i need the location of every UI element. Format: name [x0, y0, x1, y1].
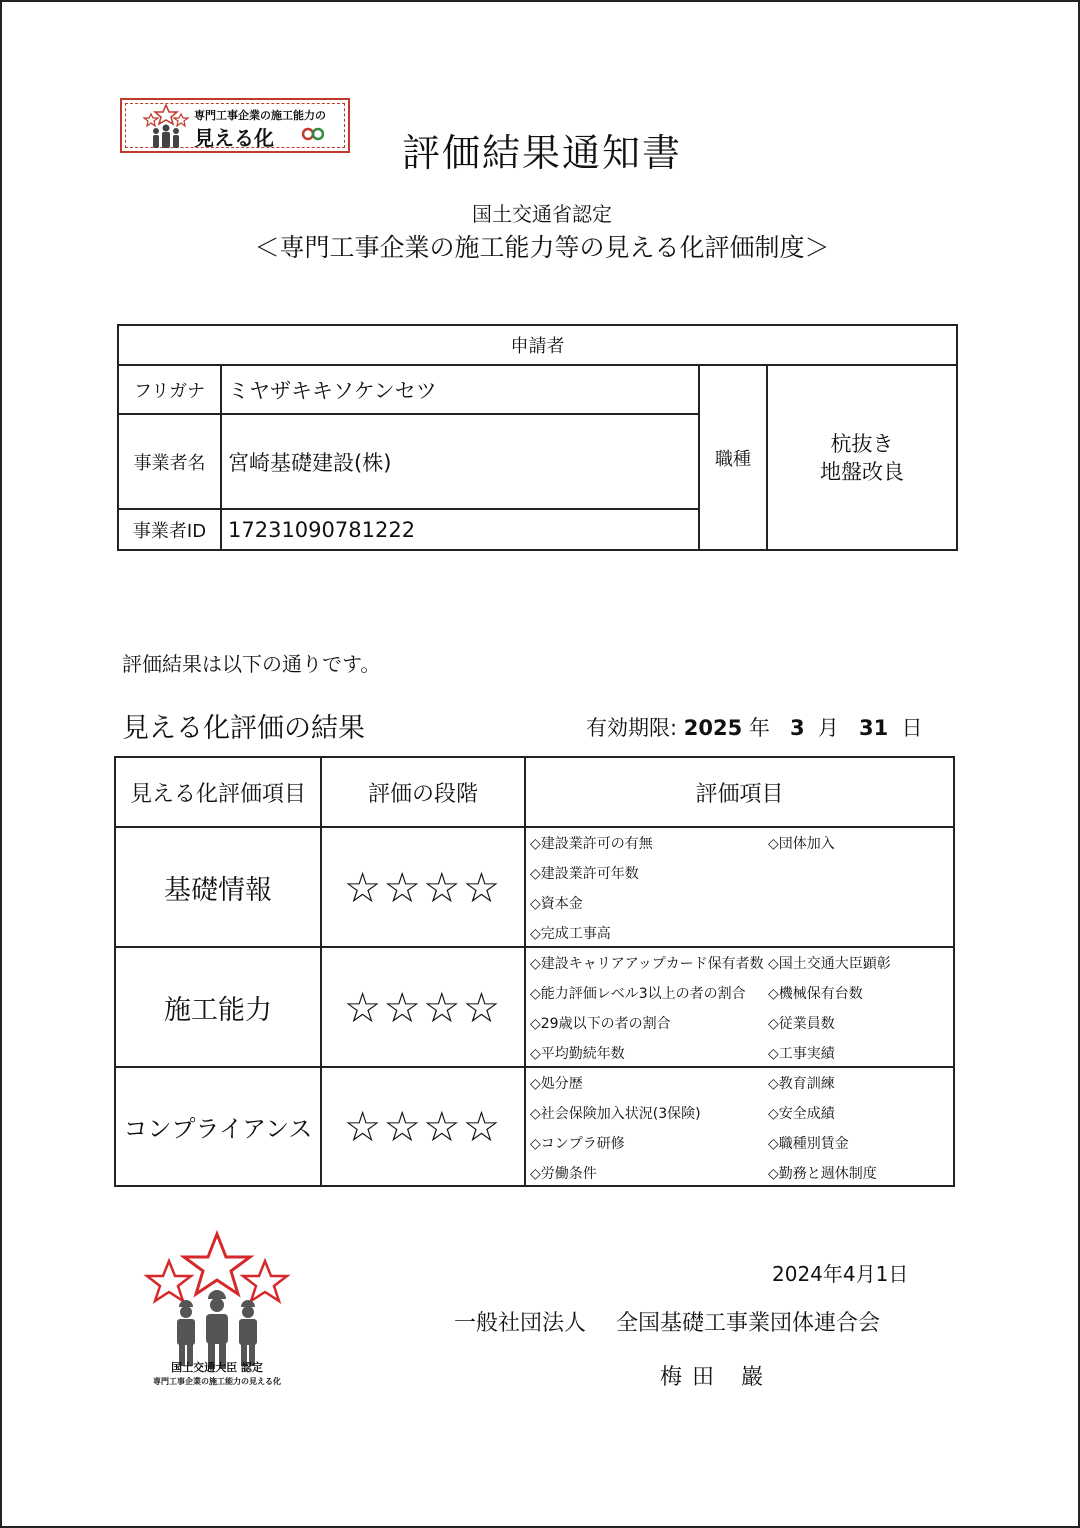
- validity-year-unit: 年: [748, 716, 770, 740]
- eval-item: ◇29歳以下の者の割合: [530, 1016, 671, 1032]
- eval-item: ◇従業員数: [768, 1016, 835, 1032]
- issuer-name: 全国基礎工事業団体連合会: [616, 1311, 881, 1336]
- intro-text: 評価結果は以下の通りです。: [122, 652, 381, 676]
- company-id-label: 事業者ID: [132, 520, 207, 542]
- validity-label: 有効期限:: [586, 716, 678, 740]
- eval-item: ◇機械保有台数: [768, 986, 863, 1002]
- eval-item: ◇建設業許可年数: [530, 866, 639, 882]
- applicant-header: 申請者: [510, 336, 565, 357]
- trade-value-2: 地盤改良: [820, 459, 904, 484]
- emblem-text-line1: 国土交通大臣 認定: [171, 1361, 263, 1374]
- signer-name: 梅田 巖: [660, 1365, 773, 1390]
- header-level: 評価の段階: [367, 781, 478, 807]
- applicant-table: [117, 324, 958, 551]
- validity-year: 2025: [683, 716, 743, 740]
- issuer-organization: [454, 1306, 880, 1337]
- issue-date: 2024年4月1日: [772, 1262, 909, 1286]
- validity-day: 31: [858, 716, 889, 740]
- eval-item: ◇能力評価レベル3以上の者の割合: [530, 986, 746, 1002]
- subtitle-system-name: ＜専門工事企業の施工能力等の見える化評価制度＞: [254, 233, 830, 262]
- star-rating-basic-info: ☆☆☆☆: [343, 862, 503, 912]
- logo-text-line1: 専門工事企業の施工能力の: [194, 109, 326, 122]
- eval-item: ◇勤務と週休制度: [768, 1166, 877, 1182]
- validity-month: 3: [789, 716, 805, 740]
- eval-item: ◇教育訓練: [768, 1076, 835, 1092]
- eval-item: ◇建設キャリアアップカード保有者数: [530, 956, 764, 972]
- emblem-text-line2: 専門工事企業の施工能力の見える化: [153, 1377, 281, 1386]
- company-id-value: 17231090781222: [228, 517, 416, 542]
- issuer-type: 一般社団法人: [454, 1311, 587, 1336]
- furigana-value: ミヤザキキソケンセツ: [228, 378, 437, 403]
- result-section-title: 見える化評価の結果: [122, 713, 365, 744]
- eval-item: ◇完成工事高: [530, 926, 611, 942]
- eval-item: ◇処分歴: [530, 1076, 583, 1092]
- eval-item: ◇安全成績: [768, 1106, 835, 1122]
- logo-text-line2: 見える化: [194, 126, 274, 150]
- eval-item: ◇コンプラ研修: [530, 1136, 625, 1152]
- eval-item: ◇団体加入: [768, 836, 835, 852]
- star-rating-compliance: ☆☆☆☆: [343, 1102, 503, 1151]
- evaluation-table: [114, 756, 955, 1187]
- trade-value-1: 杭抜き: [830, 431, 894, 456]
- company-name-label: 事業者名: [133, 452, 206, 474]
- eval-item: ◇平均勤続年数: [530, 1046, 625, 1062]
- eval-item: ◇職種別賃金: [768, 1136, 849, 1152]
- category-construction-capacity: 施工能力: [164, 994, 272, 1026]
- eval-item: ◇資本金: [530, 896, 583, 912]
- company-name-value: 宮崎基礎建設(株): [228, 450, 392, 475]
- trade-value: [768, 366, 956, 549]
- eval-item: ◇建設業許可の有無: [530, 836, 653, 852]
- trade-label: 職種: [715, 448, 751, 470]
- eval-item: ◇国土交通大臣顕彰: [768, 956, 891, 972]
- subtitle-certification: 国土交通省認定: [472, 202, 612, 226]
- header-category: 見える化評価項目: [129, 781, 306, 807]
- validity-month-unit: 月: [817, 716, 839, 740]
- category-compliance: コンプライアンス: [123, 1115, 313, 1143]
- star-rating-construction-capacity: ☆☆☆☆: [343, 982, 503, 1032]
- validity-period: [586, 712, 923, 742]
- header-items: 評価項目: [695, 781, 784, 807]
- eval-item: ◇社会保険加入状況(3保険): [530, 1106, 701, 1122]
- document-title: 評価結果通知書: [401, 131, 682, 175]
- eval-item: ◇工事実績: [768, 1046, 835, 1062]
- eval-item: ◇労働条件: [530, 1166, 597, 1182]
- furigana-label: フリガナ: [133, 380, 206, 402]
- category-basic-info: 基礎情報: [164, 874, 272, 906]
- validity-day-unit: 日: [901, 716, 923, 740]
